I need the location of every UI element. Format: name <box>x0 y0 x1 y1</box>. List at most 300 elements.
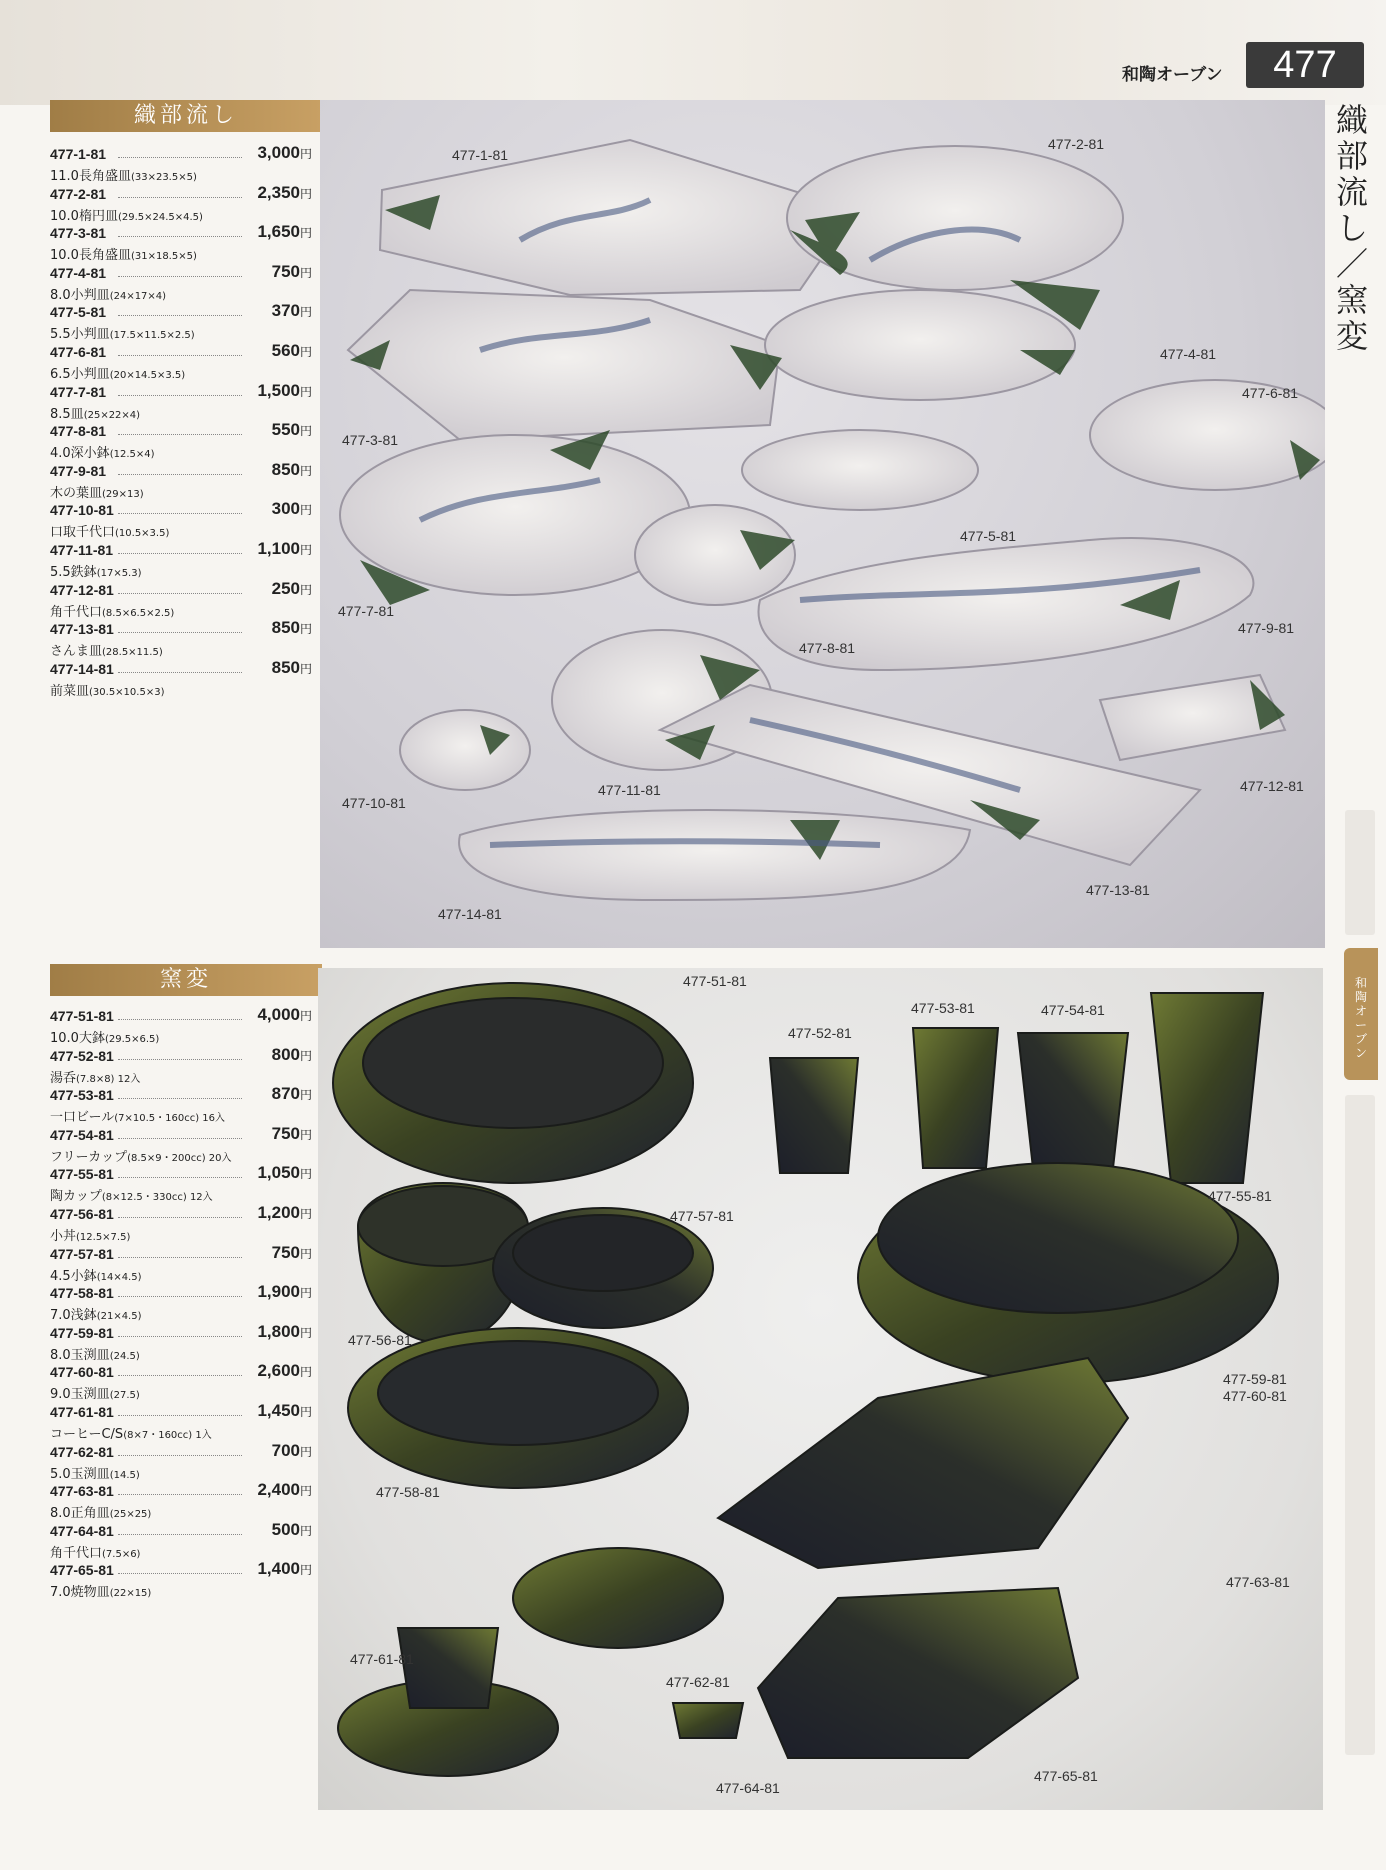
side-index-tab[interactable] <box>1344 948 1378 1080</box>
currency-unit: 円 <box>299 147 312 161</box>
photo-label: 477-61-81 <box>350 1651 414 1667</box>
leader-dots <box>118 672 242 673</box>
price-value: 1,800 <box>257 1321 300 1341</box>
product-description <box>50 244 197 263</box>
photo-label: 477-8-81 <box>799 640 856 656</box>
price-value: 1,650 <box>257 222 300 242</box>
currency-unit: 円 <box>299 1167 312 1182</box>
leader-dots <box>118 593 242 594</box>
leader-dots <box>118 513 242 514</box>
product-name: 陶カップ <box>50 1189 102 1205</box>
product-description <box>50 403 140 422</box>
currency-unit: 円 <box>299 661 312 676</box>
product-description <box>50 1106 225 1125</box>
product-price <box>272 618 312 638</box>
product-description <box>50 363 185 382</box>
side-tab-char: ー <box>1354 1018 1367 1032</box>
product-size: (7.8×8) 12入 <box>76 1073 141 1085</box>
product-name: 角千代口 <box>50 1545 103 1561</box>
product-row <box>50 301 312 344</box>
product-code: 477-58-81 <box>50 1285 114 1302</box>
product-description <box>50 1581 151 1600</box>
leader-dots <box>118 1296 242 1297</box>
product-name: 8.0玉渕皿 <box>50 1347 110 1363</box>
currency-unit: 円 <box>299 1444 312 1459</box>
product-row <box>50 340 312 384</box>
product-price <box>272 301 312 321</box>
product-size: (21×4.5) <box>96 1311 142 1323</box>
photo-label: 477-57-81 <box>670 1208 734 1224</box>
product-code: 477-3-81 <box>50 225 107 242</box>
leader-dots <box>118 632 242 633</box>
product-description <box>50 205 203 224</box>
product-row <box>50 261 312 305</box>
leader-dots <box>118 1534 242 1535</box>
product-description <box>50 1344 140 1363</box>
product-price <box>272 262 312 282</box>
photo-label: 477-54-81 <box>1041 1002 1105 1018</box>
ghost-index-tab <box>1345 810 1375 935</box>
product-description <box>50 640 163 659</box>
photo-label: 477-60-81 <box>1223 1388 1287 1404</box>
product-code: 477-1-81 <box>50 146 107 162</box>
product-name: 前菜皿 <box>50 683 90 699</box>
product-price <box>257 1480 312 1500</box>
product-row <box>50 1005 312 1048</box>
product-size: (12.5×4) <box>109 449 155 461</box>
product-name: 湯呑 <box>50 1070 77 1086</box>
price-value: 850 <box>271 657 300 677</box>
vertical-title-char: 流 <box>1335 173 1368 211</box>
currency-unit: 円 <box>299 463 312 478</box>
photo-label: 477-4-81 <box>1160 346 1217 362</box>
youhen-ware-illustration <box>318 968 1323 1810</box>
photo-label: 477-59-81 <box>1223 1371 1287 1387</box>
ghost-index-tab <box>1345 1095 1375 1755</box>
product-description <box>50 601 174 620</box>
product-row <box>50 1282 312 1325</box>
product-code: 477-13-81 <box>50 621 114 638</box>
price-value: 370 <box>271 301 300 321</box>
product-name: 8.0小判皿 <box>50 287 110 303</box>
leader-dots <box>118 395 242 396</box>
product-name: 7.0焼物皿 <box>50 1585 110 1601</box>
product-description <box>50 442 155 461</box>
product-row <box>50 1440 312 1484</box>
product-size: (24.5) <box>109 1350 140 1362</box>
product-name: 9.0玉渕皿 <box>50 1387 110 1403</box>
price-value: 1,500 <box>257 380 300 400</box>
photo-label: 477-64-81 <box>716 1780 780 1796</box>
product-description <box>50 1027 159 1046</box>
product-list-youhen <box>50 1005 312 1602</box>
product-price <box>257 539 312 559</box>
product-row <box>50 1480 312 1523</box>
product-row <box>50 182 312 226</box>
product-size: (17.5×11.5×2.5) <box>109 330 195 342</box>
product-size: (31×18.5×5) <box>130 251 197 263</box>
product-name: 口取千代口 <box>50 525 116 541</box>
price-value: 3,000 <box>257 143 300 162</box>
section-heading-oribe: 織部流し <box>50 100 322 132</box>
product-code: 477-12-81 <box>50 581 114 598</box>
product-price <box>257 183 312 203</box>
currency-unit: 円 <box>299 1484 312 1499</box>
product-code: 477-62-81 <box>50 1443 114 1460</box>
vertical-title-char: 窯 <box>1335 281 1368 319</box>
product-price <box>272 499 312 519</box>
product-price <box>257 1322 312 1342</box>
product-row <box>50 1084 312 1127</box>
currency-unit: 円 <box>299 542 312 557</box>
currency-unit: 円 <box>299 344 312 359</box>
product-code: 477-7-81 <box>50 383 107 400</box>
product-description <box>50 1265 142 1284</box>
currency-unit: 円 <box>299 186 312 201</box>
product-name: 8.0正角皿 <box>50 1506 110 1522</box>
vertical-title-char: 部 <box>1335 137 1368 175</box>
product-name: 5.5鉄鉢 <box>50 564 97 580</box>
currency-unit: 円 <box>299 582 312 597</box>
product-row <box>50 1123 312 1167</box>
leader-dots <box>118 1177 242 1178</box>
photo-label: 477-7-81 <box>338 603 395 619</box>
page-number: 477 <box>1246 42 1364 88</box>
price-value: 850 <box>271 618 300 638</box>
product-code: 477-4-81 <box>50 264 107 281</box>
product-price <box>272 460 312 480</box>
photo-label: 477-65-81 <box>1034 1768 1098 1784</box>
leader-dots <box>118 1336 242 1337</box>
leader-dots <box>118 434 242 435</box>
currency-unit: 円 <box>299 1286 312 1301</box>
product-price <box>272 1441 312 1461</box>
product-description <box>50 1067 140 1086</box>
product-price <box>272 1520 312 1540</box>
currency-unit: 円 <box>299 1048 312 1063</box>
product-row <box>50 143 312 186</box>
product-code: 477-52-81 <box>50 1047 114 1064</box>
product-name: 一口ビール <box>50 1110 115 1126</box>
photo-label: 477-6-81 <box>1242 385 1299 401</box>
product-size: (24×17×4) <box>109 290 167 302</box>
product-code: 477-59-81 <box>50 1324 114 1341</box>
currency-unit: 円 <box>299 305 312 320</box>
product-size: (8×12.5・330cc) 12入 <box>101 1192 213 1204</box>
price-value: 1,450 <box>257 1400 300 1420</box>
product-code: 477-61-81 <box>50 1403 114 1420</box>
currency-unit: 円 <box>299 424 312 439</box>
product-description <box>50 165 197 184</box>
product-row <box>50 578 312 622</box>
product-size: (8.5×9・200cc) 20入 <box>127 1152 232 1164</box>
price-value: 700 <box>271 1440 300 1460</box>
currency-unit: 円 <box>299 265 312 280</box>
product-size: (17×5.3) <box>96 567 142 579</box>
currency-unit: 円 <box>299 1246 312 1261</box>
product-price <box>272 1124 312 1144</box>
product-code: 477-65-81 <box>50 1562 114 1579</box>
product-row <box>50 499 312 542</box>
side-tab-char: ブ <box>1354 1032 1367 1046</box>
product-code: 477-6-81 <box>50 343 107 360</box>
product-description <box>50 323 195 342</box>
product-description <box>50 1502 151 1521</box>
product-price <box>272 658 312 678</box>
product-name: 10.0長角盛皿 <box>50 248 131 264</box>
leader-dots <box>118 1415 242 1416</box>
product-name: フリーカップ <box>50 1149 128 1165</box>
price-value: 750 <box>271 261 300 281</box>
price-value: 1,100 <box>257 538 300 558</box>
currency-unit: 円 <box>299 622 312 637</box>
product-description <box>50 1383 140 1402</box>
photo-label: 477-58-81 <box>376 1484 440 1500</box>
product-price <box>272 1243 312 1263</box>
product-price <box>272 1045 312 1065</box>
oribe-ware-illustration <box>320 100 1325 948</box>
leader-dots <box>118 197 242 198</box>
product-row <box>50 1163 312 1206</box>
product-name: 木の葉皿 <box>50 485 103 501</box>
vertical-title-char: 変 <box>1335 317 1368 355</box>
side-tab-char: 陶 <box>1354 990 1367 1004</box>
leader-dots <box>118 1494 242 1495</box>
price-value: 870 <box>271 1084 300 1104</box>
currency-unit: 円 <box>299 503 312 518</box>
photo-label: 477-55-81 <box>1208 1188 1272 1204</box>
product-size: (29.5×24.5×4.5) <box>117 211 203 223</box>
vertical-title-char: 織 <box>1335 101 1368 139</box>
currency-unit: 円 <box>299 1404 312 1419</box>
currency-unit: 円 <box>299 1325 312 1340</box>
price-value: 750 <box>271 1123 300 1143</box>
product-photo-oribe <box>320 100 1325 948</box>
product-row <box>50 1321 312 1365</box>
currency-unit: 円 <box>299 226 312 241</box>
product-price <box>257 1401 312 1421</box>
product-price <box>272 341 312 361</box>
product-description <box>50 1542 140 1561</box>
product-size: (14.5) <box>109 1469 140 1481</box>
photo-label: 477-51-81 <box>683 973 747 989</box>
product-description <box>50 1146 232 1165</box>
section-heading-youhen: 窯変 <box>50 964 322 996</box>
leader-dots <box>118 1455 242 1456</box>
product-size: (30.5×10.5×3) <box>89 686 165 698</box>
product-code: 477-11-81 <box>50 541 114 558</box>
product-row <box>50 618 312 661</box>
product-row <box>50 420 312 463</box>
product-row <box>50 657 312 701</box>
product-description <box>50 482 144 501</box>
product-size: (28.5×11.5) <box>102 647 163 659</box>
product-name: 5.0玉渕皿 <box>50 1466 110 1482</box>
product-row <box>50 538 312 582</box>
price-value: 1,200 <box>257 1202 300 1222</box>
product-name: 10.0楕円皿 <box>50 208 118 224</box>
side-tab-char: ン <box>1354 1046 1367 1060</box>
product-size: (8.5×6.5×2.5) <box>102 607 175 619</box>
product-code: 477-9-81 <box>50 462 107 479</box>
product-price <box>257 1163 312 1183</box>
photo-label: 477-5-81 <box>960 528 1017 544</box>
product-description <box>50 1185 213 1204</box>
product-code: 477-14-81 <box>50 660 114 677</box>
photo-label: 477-13-81 <box>1086 882 1150 898</box>
product-size: (25×22×4) <box>83 409 141 421</box>
leader-dots <box>118 315 242 316</box>
product-price <box>272 420 312 440</box>
side-tab-char: 和 <box>1354 976 1367 990</box>
product-code: 477-64-81 <box>50 1522 114 1539</box>
product-size: (33×23.5×5) <box>130 172 197 183</box>
photo-label: 477-3-81 <box>342 432 399 448</box>
product-row <box>50 222 312 265</box>
product-price <box>257 1282 312 1302</box>
product-description <box>50 1225 130 1244</box>
photo-label: 477-53-81 <box>911 1000 975 1016</box>
leader-dots <box>118 276 242 277</box>
leader-dots <box>118 355 242 356</box>
product-price <box>257 1005 312 1025</box>
currency-unit: 円 <box>299 1523 312 1538</box>
product-code: 477-63-81 <box>50 1483 114 1500</box>
photo-label: 477-52-81 <box>788 1025 852 1041</box>
product-price <box>257 1203 312 1223</box>
price-value: 2,350 <box>257 182 300 202</box>
price-value: 1,050 <box>257 1163 300 1183</box>
product-name: さんま皿 <box>50 644 103 660</box>
product-name: 11.0長角盛皿 <box>50 169 131 184</box>
product-code: 477-56-81 <box>50 1205 114 1222</box>
product-price <box>257 1361 312 1381</box>
product-price <box>257 143 312 163</box>
product-description <box>50 1304 142 1323</box>
vertical-title-char: ／ <box>1335 245 1368 283</box>
product-list-oribe <box>50 143 312 700</box>
price-value: 750 <box>271 1242 300 1262</box>
product-code: 477-55-81 <box>50 1166 114 1183</box>
price-value: 800 <box>271 1044 300 1064</box>
product-size: (7×10.5・160cc) 16入 <box>114 1113 226 1125</box>
price-value: 2,400 <box>257 1480 300 1500</box>
leader-dots <box>118 1138 242 1139</box>
price-value: 1,400 <box>257 1559 300 1579</box>
product-photo-youhen <box>318 968 1323 1810</box>
product-description <box>50 680 164 699</box>
photo-label: 477-63-81 <box>1226 1574 1290 1590</box>
photo-label: 477-10-81 <box>342 795 406 811</box>
price-value: 500 <box>271 1519 300 1539</box>
product-name: 小丼 <box>50 1228 77 1244</box>
product-name: 7.0浅鉢 <box>50 1308 97 1324</box>
leader-dots <box>118 157 242 158</box>
leader-dots <box>118 1098 242 1099</box>
top-band <box>0 0 1386 105</box>
product-row <box>50 1559 312 1602</box>
product-code: 477-53-81 <box>50 1087 114 1104</box>
photo-label: 477-12-81 <box>1240 778 1304 794</box>
product-size: (29.5×6.5) <box>104 1034 160 1045</box>
product-size: (10.5×3.5) <box>115 528 170 540</box>
leader-dots <box>118 1257 242 1258</box>
price-value: 550 <box>271 420 300 440</box>
photo-label: 477-14-81 <box>438 906 502 922</box>
product-size: (29×13) <box>102 488 144 500</box>
price-value: 560 <box>271 340 300 360</box>
product-name: 4.0深小鉢 <box>50 446 110 462</box>
currency-unit: 円 <box>299 384 312 399</box>
product-code: 477-10-81 <box>50 502 114 519</box>
product-row <box>50 1519 312 1563</box>
catalog-label: 和陶オーブン <box>1122 65 1223 85</box>
product-price <box>272 579 312 599</box>
photo-label: 477-2-81 <box>1048 136 1105 152</box>
product-code: 477-2-81 <box>50 185 107 202</box>
product-description <box>50 1463 140 1482</box>
side-tab-char: オ <box>1354 1004 1367 1018</box>
product-name: コーヒーC/S <box>50 1426 124 1442</box>
product-name: 5.5小判皿 <box>50 327 110 343</box>
product-code: 477-60-81 <box>50 1364 114 1381</box>
currency-unit: 円 <box>299 1365 312 1380</box>
product-name: 10.0大鉢 <box>50 1031 105 1046</box>
product-price <box>257 1559 312 1579</box>
product-size: (25×25) <box>109 1509 152 1521</box>
product-row <box>50 1202 312 1246</box>
leader-dots <box>118 474 242 475</box>
price-value: 300 <box>271 499 300 519</box>
product-description <box>50 1423 212 1442</box>
vertical-title-char: し <box>1335 209 1368 247</box>
price-value: 250 <box>271 578 300 598</box>
price-value: 850 <box>271 459 300 479</box>
product-price <box>257 222 312 242</box>
product-code: 477-8-81 <box>50 423 107 440</box>
photo-label: 477-1-81 <box>452 147 509 163</box>
product-row <box>50 1242 312 1286</box>
product-code: 477-54-81 <box>50 1126 114 1143</box>
product-row <box>50 459 312 503</box>
product-size: (14×4.5) <box>96 1271 142 1283</box>
product-code: 477-51-81 <box>50 1008 114 1024</box>
product-description <box>50 521 169 540</box>
leader-dots <box>118 1217 242 1218</box>
product-row <box>50 1400 312 1444</box>
product-name: 角千代口 <box>50 604 103 620</box>
product-code: 477-5-81 <box>50 304 107 321</box>
photo-label: 477-9-81 <box>1238 620 1295 636</box>
leader-dots <box>118 236 242 237</box>
product-description <box>50 561 142 580</box>
currency-unit: 円 <box>299 1009 312 1023</box>
currency-unit: 円 <box>299 1127 312 1142</box>
leader-dots <box>118 553 242 554</box>
currency-unit: 円 <box>299 1088 312 1103</box>
product-code: 477-57-81 <box>50 1245 114 1262</box>
photo-label: 477-11-81 <box>598 782 661 798</box>
product-size: (20×14.5×3.5) <box>109 369 186 381</box>
product-description <box>50 284 166 303</box>
price-value: 2,600 <box>257 1361 300 1381</box>
product-name: 8.5皿 <box>50 406 84 422</box>
product-size: (22×15) <box>109 1588 152 1600</box>
product-row <box>50 380 312 424</box>
currency-unit: 円 <box>299 1206 312 1221</box>
product-price <box>257 381 312 401</box>
price-value: 4,000 <box>257 1005 300 1024</box>
